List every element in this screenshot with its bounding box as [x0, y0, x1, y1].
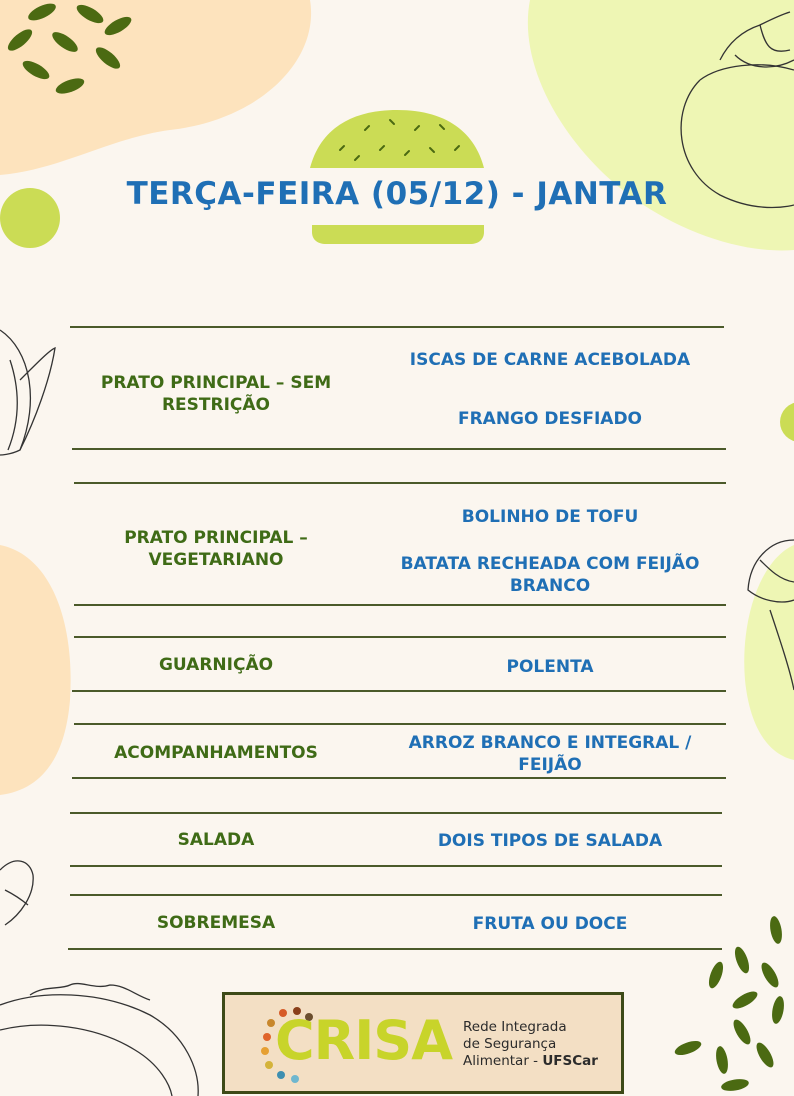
divider	[74, 636, 726, 638]
item-dois-tipos-de-salada: DOIS TIPOS DE SALADA	[437, 831, 663, 851]
divider	[72, 690, 726, 692]
category-prato-principal-vegetariano: PRATO PRINCIPAL – VEGETARIANO	[124, 528, 308, 570]
divider	[70, 865, 722, 867]
category-prato-principal-sem-restricao: PRATO PRINCIPAL – SEM RESTRIÇÃO	[100, 373, 332, 415]
divider	[70, 326, 724, 328]
lime-blob-right	[744, 545, 794, 760]
category-sobremesa: SOBREMESA	[156, 913, 276, 933]
category-salada: SALADA	[177, 830, 255, 850]
crisa-logo-wordmark: CRISA	[275, 1009, 452, 1072]
divider	[70, 894, 722, 896]
item-frango-desfiado: FRANGO DESFIADO	[457, 409, 643, 429]
category-guarnicao: GUARNIÇÃO	[158, 655, 274, 675]
divider	[72, 777, 726, 779]
item-batata-recheada: BATATA RECHEADA COM FEIJÃO BRANCO	[400, 554, 700, 596]
item-polenta: POLENTA	[506, 657, 594, 677]
page-title: TERÇA-FEIRA (05/12) - JANTAR	[126, 176, 668, 212]
category-acompanhamentos: ACOMPANHAMENTOS	[114, 743, 318, 763]
lime-dot-right	[780, 402, 794, 442]
divider	[72, 448, 726, 450]
item-fruta-ou-doce: FRUTA OU DOCE	[472, 914, 628, 934]
crisa-logo	[222, 992, 624, 1094]
logo-caption: Rede Integrada de Segurança Alimentar - UFSCar	[463, 1019, 598, 1069]
divider	[74, 723, 726, 725]
taco-icon	[0, 984, 198, 1096]
peach-blob-top-left	[0, 0, 311, 175]
divider	[74, 482, 726, 484]
lime-blob-top-right	[528, 0, 794, 250]
item-arroz-feijao: ARROZ BRANCO E INTEGRAL / FEIJÃO	[408, 733, 692, 775]
item-bolinho-de-tofu: BOLINHO DE TOFU	[461, 507, 639, 527]
bun-top-icon	[310, 110, 484, 168]
peach-blob-left	[0, 545, 71, 795]
item-iscas-de-carne: ISCAS DE CARNE ACEBOLADA	[409, 350, 691, 370]
leaf-icon-small	[0, 861, 33, 925]
divider	[70, 812, 722, 814]
leaf-icon-left	[0, 330, 55, 455]
divider	[68, 948, 722, 950]
bun-bottom-icon	[312, 225, 484, 244]
divider	[74, 604, 726, 606]
